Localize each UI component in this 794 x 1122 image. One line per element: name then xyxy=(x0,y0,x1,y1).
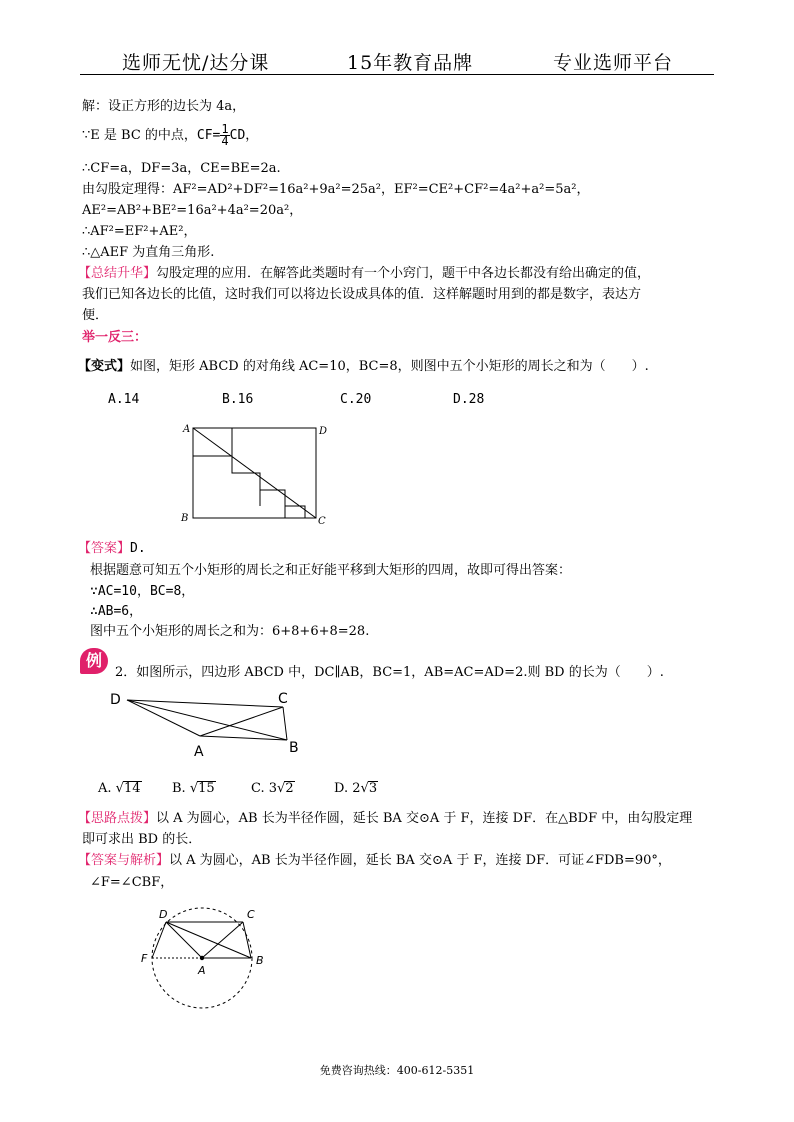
analysis-line-1: 【答案与解析】以 A 为圆心，AB 长为半径作圆，延长 BA 交⊙A 于 F，连接 DF．可证∠FDB=90°， xyxy=(78,853,671,868)
solution-line-2: ∵E 是 BC 的中点，CF= $\frac{1}{4}$ CD， xyxy=(82,122,259,148)
header-center: 15年教育品牌 xyxy=(347,52,474,74)
solution-line-1: 解：设正方形的边长为 4a， xyxy=(82,99,246,114)
summary-line-1: 【总结升华】勾股定理的应用．在解答此类题时有一个小窍门，题干中各边长都没有给出确定的值， xyxy=(78,266,651,281)
answer1-explain-1: 根据题意可知五个小矩形的周长之和正好能平移到大矩形的四周，故即可得出答案： xyxy=(90,563,572,578)
solution-line-6: ∴AF²=EF²+AE²， xyxy=(82,224,197,239)
hint-line-2: 即可求出 BD 的长． xyxy=(82,832,202,847)
summary-line-2: 我们已知各边长的比值，这时我们可以将边长设成具体的值．这样解题时用到的都是数字，表达方 xyxy=(82,287,642,302)
fig1-label-d: D xyxy=(319,426,328,437)
hint-line-1: 【思路点拨】以 A 为圆心，AB 长为半径作圆，延长 BA 交⊙A 于 F，连接 DF．在△BDF 中，由勾股定理 xyxy=(78,811,693,826)
example2-option-c: C. 3√2 xyxy=(251,781,294,796)
fig2-label-a: A xyxy=(194,744,204,760)
variant-option-c: C.20 xyxy=(340,392,372,407)
solution-line-7: ∴△AEF 为直角三角形. xyxy=(82,245,215,260)
fig3-label-a: A xyxy=(198,964,206,977)
footer-hotline: 免费咨询热线：400-612-5351 xyxy=(319,1064,475,1077)
variant-option-a: A.14 xyxy=(108,392,140,407)
variant-option-b: B.16 xyxy=(222,392,254,407)
fig1-label-b: B xyxy=(181,513,189,524)
fig3-label-d: D xyxy=(159,908,168,921)
answer1-explain-4: 图中五个小矩形的周长之和为：6+8+6+8=28. xyxy=(90,624,370,639)
segment-cb xyxy=(243,922,251,958)
header-rule xyxy=(80,74,714,75)
segment-da xyxy=(166,922,202,958)
fig1-label-c: C xyxy=(318,516,326,527)
header-right: 专业选师平台 xyxy=(553,52,674,74)
analysis-line-2: ∠F=∠CBF， xyxy=(90,875,174,890)
fig1-label-a: A xyxy=(183,424,191,435)
fig3-label-b: B xyxy=(256,954,264,967)
variant-question: 【变式】如图，矩形 ABCD 的对角线 AC=10，BC=8，则图中五个小矩形的周长之和为（ ）. xyxy=(78,359,649,374)
segment-da xyxy=(127,700,200,736)
example2-option-d: D. 2√3 xyxy=(334,781,378,796)
variant-option-d: D.28 xyxy=(453,392,485,407)
solution-line-4: 由勾股定理得：AF²=AD²+DF²=16a²+9a²=25a²，EF²=CE²+CF²=4a²+a²=5a²， xyxy=(82,182,590,197)
solution-line-3: ∴CF=a，DF=3a，CE=BE=2a. xyxy=(82,161,281,176)
header-left: 选师无忧/达分课 xyxy=(122,52,270,74)
answer1-explain-3: ∴AB=6， xyxy=(90,604,143,619)
example-badge: 例 xyxy=(80,648,108,674)
fig2-label-c: C xyxy=(278,691,288,707)
fraction-one-quarter: $\frac{1}{4}$ xyxy=(221,122,229,148)
example2-option-b: B. √15 xyxy=(172,781,215,796)
solution-line-5: AE²=AB²+BE²=16a²+4a²=20a²， xyxy=(82,203,303,218)
center-point-a xyxy=(200,956,204,960)
example2-option-a: A. √14 xyxy=(98,781,141,796)
fig3-label-f: F xyxy=(141,952,148,965)
figure-quadrilateral xyxy=(105,688,310,760)
segment-df xyxy=(152,922,166,958)
answer1-line: 【答案】D. xyxy=(78,541,146,556)
summary-tag: 【总结升华】 xyxy=(78,266,157,281)
example2-question: 2．如图所示，四边形 ABCD 中，DC∥AB，BC=1，AB=AC=AD=2.则 BD 的长为（ ）. xyxy=(115,665,664,680)
staircase-small-rectangles xyxy=(193,428,305,518)
fig2-label-d: D xyxy=(110,692,121,708)
fig3-label-c: C xyxy=(247,908,255,921)
practice-title: 举一反三： xyxy=(82,330,148,345)
figure-rectangle-staircase xyxy=(175,418,335,528)
summary-line-3: 便． xyxy=(82,308,109,323)
answer1-explain-2: ∵AC=10，BC=8， xyxy=(90,584,195,599)
fig2-label-b: B xyxy=(289,740,299,756)
segment-cb xyxy=(283,707,287,740)
figure-circle-construction xyxy=(138,898,278,1018)
